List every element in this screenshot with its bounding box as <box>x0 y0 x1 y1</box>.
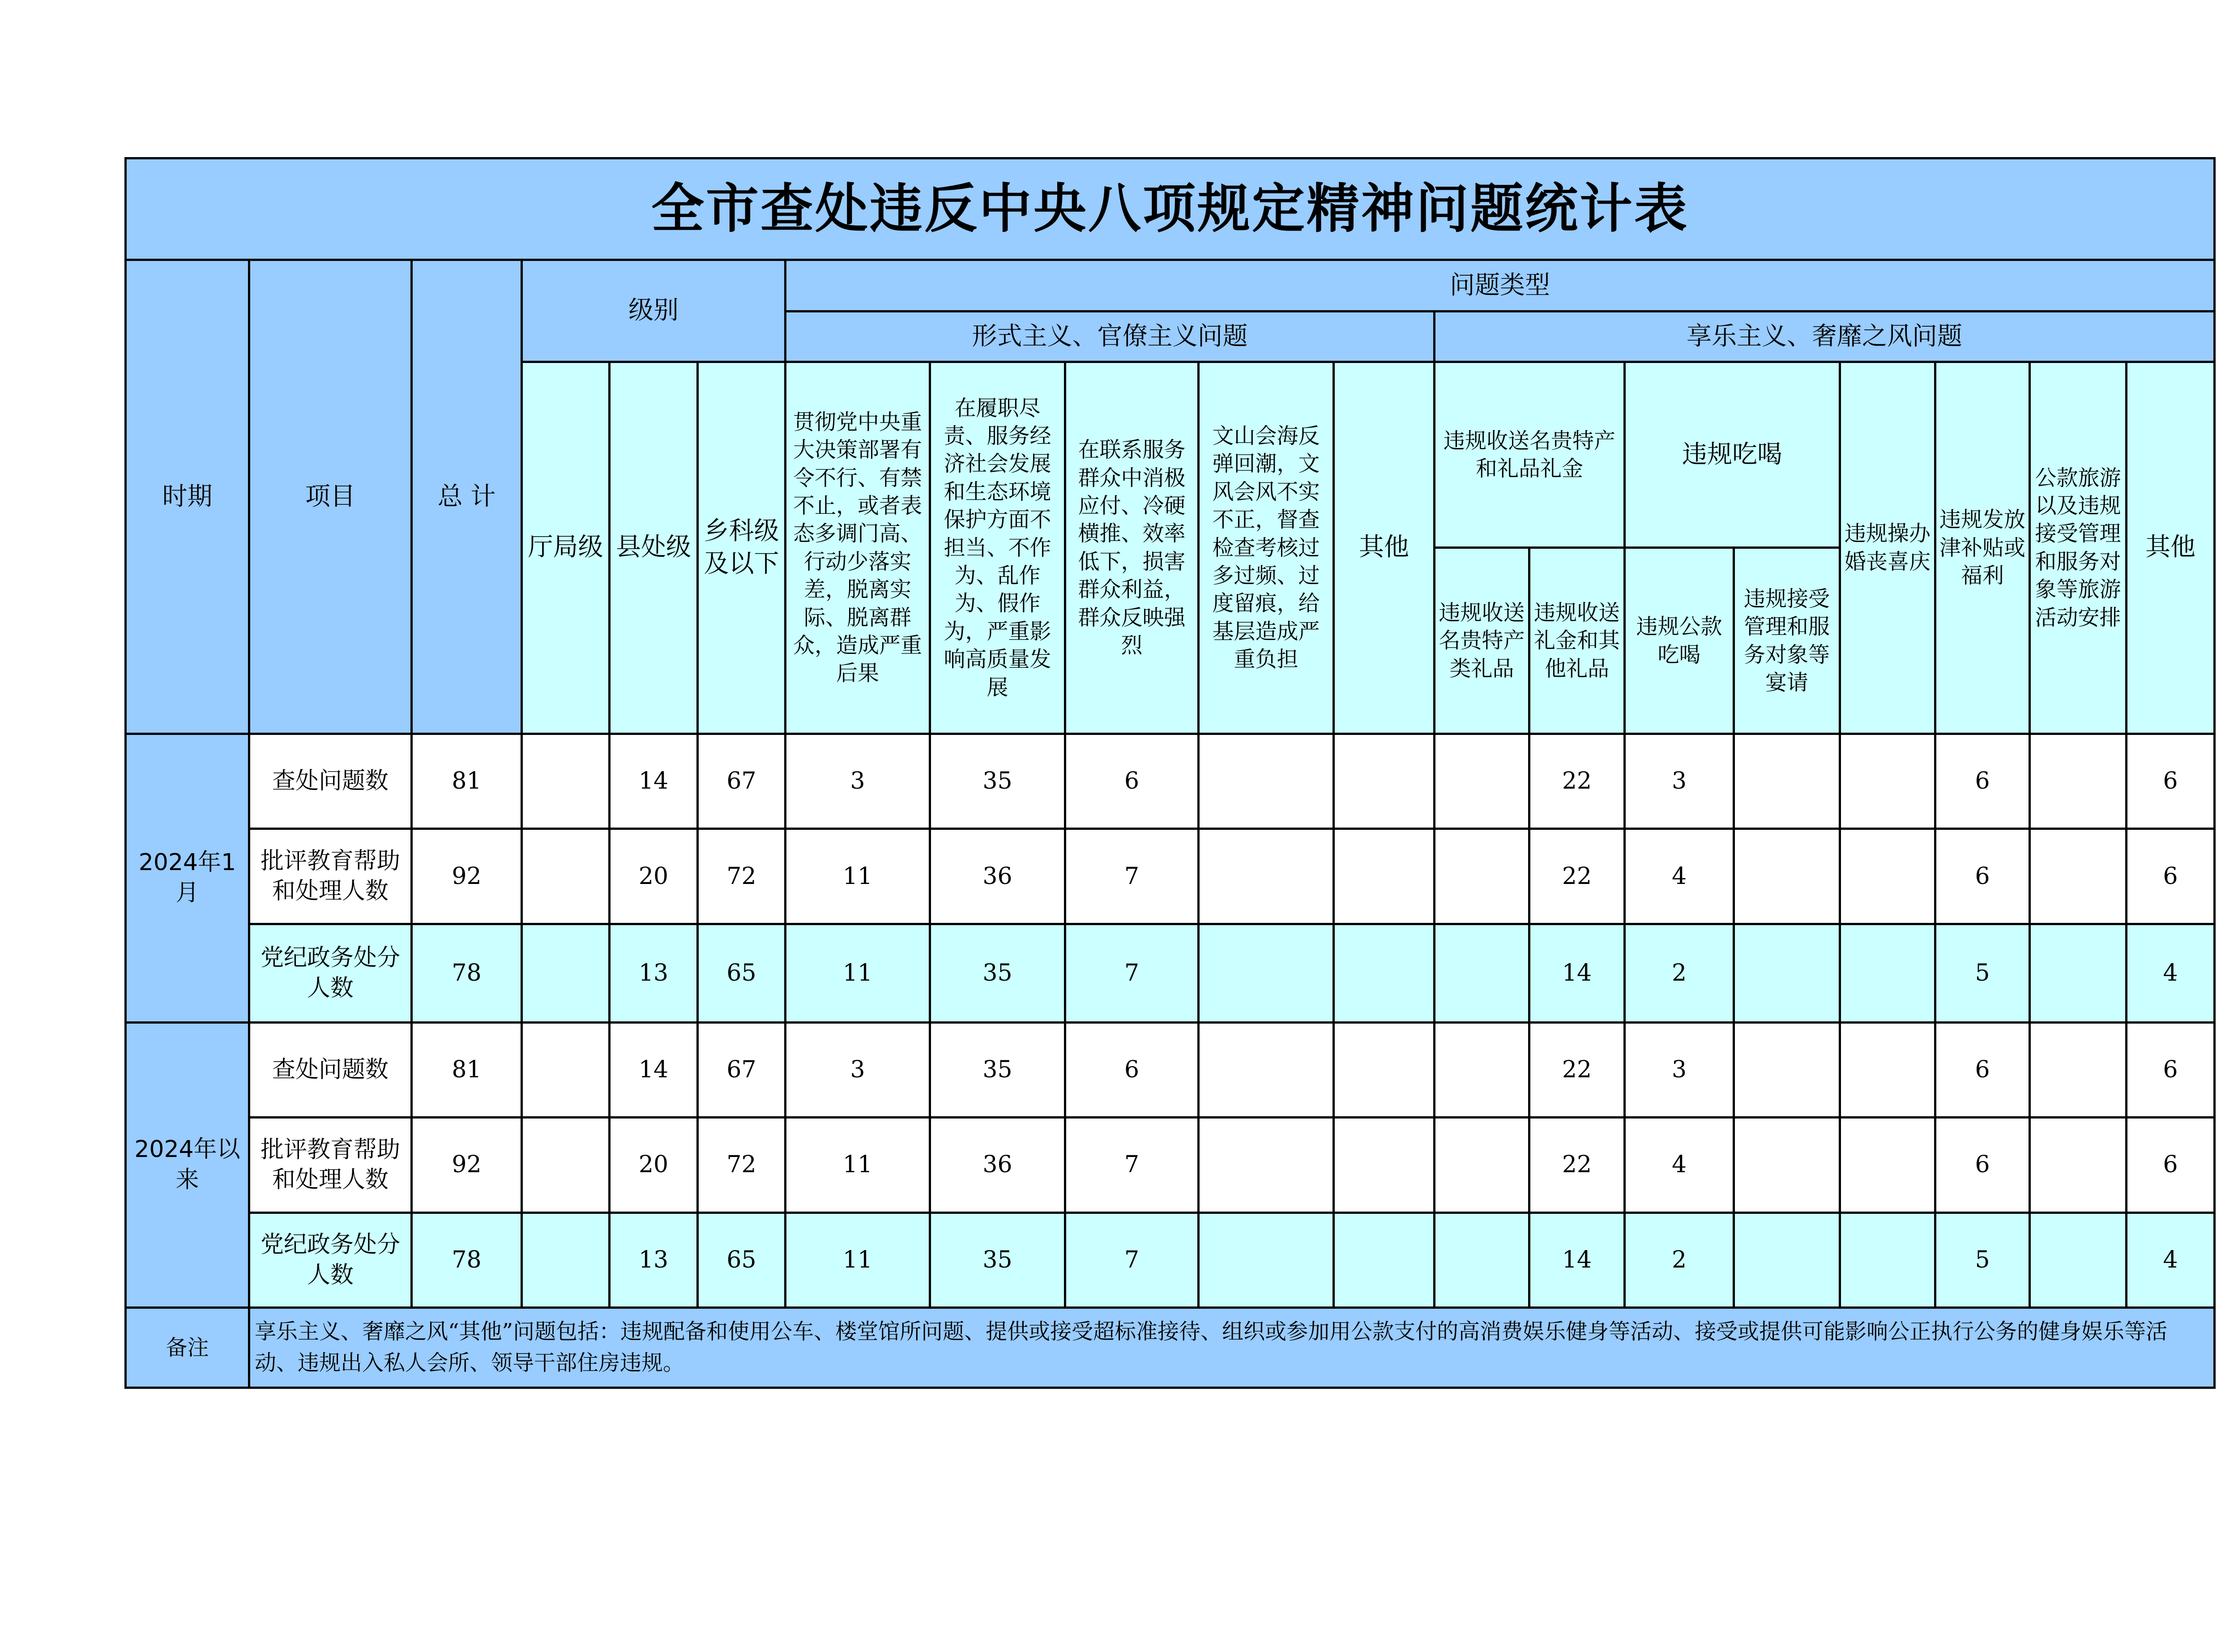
value-cell: 92 <box>412 1118 522 1213</box>
value-cell: 14 <box>610 734 698 828</box>
table-row <box>126 924 2215 1022</box>
header-item: 项目 <box>249 260 412 734</box>
value-cell: 6 <box>1065 1022 1199 1117</box>
value-cell <box>1334 1118 1435 1213</box>
header-formalism: 形式主义、官僚主义问题 <box>786 312 1435 362</box>
value-cell <box>2030 1118 2127 1213</box>
header-level: 级别 <box>522 260 786 362</box>
header-gift: 违规收送名贵特产和礼品礼金 <box>1435 362 1625 548</box>
value-cell: 72 <box>698 829 786 924</box>
value-cell: 35 <box>930 1022 1065 1117</box>
value-cell: 81 <box>412 1022 522 1117</box>
value-cell: 3 <box>786 734 930 828</box>
header-row-1 <box>126 260 2215 312</box>
header-level-xiang: 乡科级及以下 <box>698 362 786 734</box>
value-cell: 78 <box>412 924 522 1022</box>
value-cell <box>1840 1213 1935 1307</box>
statistics-table <box>124 157 2216 1389</box>
value-cell: 13 <box>610 1213 698 1307</box>
period-label: 2024年1月 <box>126 734 249 1022</box>
header-problem-type: 问题类型 <box>786 260 2215 312</box>
value-cell: 67 <box>698 734 786 828</box>
value-cell <box>1435 734 1529 828</box>
header-eat-banquet: 违规接受管理和服务对象等宴请 <box>1734 548 1840 734</box>
value-cell <box>1734 1213 1840 1307</box>
header-hedonism: 享乐主义、奢靡之风问题 <box>1435 312 2215 362</box>
value-cell: 7 <box>1065 829 1199 924</box>
header-period: 时期 <box>126 260 249 734</box>
header-wedding: 违规操办婚丧喜庆 <box>1840 362 1935 734</box>
header-gift-specialty: 违规收送名贵特产类礼品 <box>1435 548 1529 734</box>
value-cell: 3 <box>786 1022 930 1117</box>
value-cell: 5 <box>1935 1213 2030 1307</box>
header-formalism-other: 其他 <box>1334 362 1435 734</box>
row-label: 查处问题数 <box>249 734 412 828</box>
value-cell: 22 <box>1529 1022 1625 1117</box>
header-formalism-3: 在联系服务群众中消极应付、冷硬横推、效率低下，损害群众利益，群众反映强烈 <box>1065 362 1199 734</box>
row-label: 党纪政务处分人数 <box>249 1213 412 1307</box>
value-cell <box>1435 924 1529 1022</box>
value-cell <box>1334 1022 1435 1117</box>
value-cell: 20 <box>610 1118 698 1213</box>
table-data-body <box>126 734 2215 1307</box>
value-cell <box>2030 829 2127 924</box>
value-cell <box>1334 924 1435 1022</box>
table-row <box>126 734 2215 828</box>
value-cell: 22 <box>1529 734 1625 828</box>
value-cell <box>1840 924 1935 1022</box>
value-cell: 6 <box>2127 829 2215 924</box>
value-cell: 35 <box>930 1213 1065 1307</box>
value-cell: 11 <box>786 1213 930 1307</box>
value-cell: 7 <box>1065 924 1199 1022</box>
value-cell: 6 <box>2127 1022 2215 1117</box>
header-allowance: 违规发放津补贴或福利 <box>1935 362 2030 734</box>
value-cell <box>2030 1213 2127 1307</box>
value-cell <box>1334 1213 1435 1307</box>
value-cell <box>1199 1022 1334 1117</box>
value-cell: 6 <box>1065 734 1199 828</box>
header-formalism-1: 贯彻党中央重大决策部署有令不行、有禁不止，或者表态多调门高、行动少落实差，脱离实际、脱离群众，造成严重后果 <box>786 362 930 734</box>
value-cell: 22 <box>1529 1118 1625 1213</box>
title-row <box>126 158 2215 260</box>
value-cell <box>522 829 610 924</box>
value-cell <box>522 1213 610 1307</box>
value-cell: 6 <box>1935 829 2030 924</box>
value-cell <box>1435 1022 1529 1117</box>
note-row <box>126 1307 2215 1387</box>
value-cell: 35 <box>930 734 1065 828</box>
value-cell: 35 <box>930 924 1065 1022</box>
value-cell <box>1334 734 1435 828</box>
value-cell: 4 <box>2127 924 2215 1022</box>
value-cell <box>522 1022 610 1117</box>
row-label: 批评教育帮助和处理人数 <box>249 1118 412 1213</box>
value-cell: 22 <box>1529 829 1625 924</box>
row-label: 查处问题数 <box>249 1022 412 1117</box>
value-cell <box>1734 1118 1840 1213</box>
value-cell <box>1734 829 1840 924</box>
value-cell <box>1734 924 1840 1022</box>
value-cell: 6 <box>2127 734 2215 828</box>
header-eat: 违规吃喝 <box>1625 362 1840 548</box>
value-cell: 78 <box>412 1213 522 1307</box>
table-row <box>126 1022 2215 1117</box>
note-label: 备注 <box>126 1307 249 1387</box>
header-level-xian: 县处级 <box>610 362 698 734</box>
value-cell <box>2030 924 2127 1022</box>
value-cell: 36 <box>930 829 1065 924</box>
table-row <box>126 1213 2215 1307</box>
value-cell: 92 <box>412 829 522 924</box>
value-cell <box>1334 829 1435 924</box>
value-cell: 14 <box>610 1022 698 1117</box>
value-cell <box>1435 1118 1529 1213</box>
value-cell <box>1840 1118 1935 1213</box>
header-travel: 公款旅游以及违规接受管理和服务对象等旅游活动安排 <box>2030 362 2127 734</box>
period-label: 2024年以来 <box>126 1022 249 1307</box>
value-cell: 2 <box>1625 924 1734 1022</box>
header-formalism-4: 文山会海反弹回潮，文风会风不实不正，督查检查考核过多过频、过度留痕，给基层造成严重负担 <box>1199 362 1334 734</box>
value-cell: 6 <box>1935 1118 2030 1213</box>
value-cell: 81 <box>412 734 522 828</box>
value-cell <box>1840 1022 1935 1117</box>
value-cell <box>522 734 610 828</box>
row-label: 党纪政务处分人数 <box>249 924 412 1022</box>
value-cell <box>1199 734 1334 828</box>
value-cell: 65 <box>698 924 786 1022</box>
value-cell <box>1435 1213 1529 1307</box>
value-cell: 6 <box>2127 1118 2215 1213</box>
value-cell <box>1734 1022 1840 1117</box>
value-cell: 67 <box>698 1022 786 1117</box>
value-cell: 4 <box>1625 829 1734 924</box>
value-cell: 14 <box>1529 924 1625 1022</box>
value-cell <box>1199 1118 1334 1213</box>
value-cell <box>1435 829 1529 924</box>
value-cell: 4 <box>2127 1213 2215 1307</box>
header-hedonism-other: 其他 <box>2127 362 2215 734</box>
value-cell: 72 <box>698 1118 786 1213</box>
table-row <box>126 1118 2215 1213</box>
value-cell: 11 <box>786 1118 930 1213</box>
value-cell <box>1199 829 1334 924</box>
header-gift-money: 违规收送礼金和其他礼品 <box>1529 548 1625 734</box>
value-cell <box>522 1118 610 1213</box>
value-cell: 20 <box>610 829 698 924</box>
row-label: 批评教育帮助和处理人数 <box>249 829 412 924</box>
value-cell: 7 <box>1065 1118 1199 1213</box>
header-level-ting: 厅局级 <box>522 362 610 734</box>
value-cell <box>2030 734 2127 828</box>
table-title: 全市查处违反中央八项规定精神问题统计表 <box>126 158 2215 260</box>
note-text: 享乐主义、奢靡之风“其他”问题包括：违规配备和使用公车、楼堂馆所问题、提供或接受超标准接待、组织或参加用公款支付的高消费娱乐健身等活动、接受或提供可能影响公正执行公务的健身娱乐等活动、违规出入私人会所、领导干部住房违规。 <box>249 1307 2215 1387</box>
value-cell <box>1199 924 1334 1022</box>
value-cell: 6 <box>1935 1022 2030 1117</box>
value-cell <box>1199 1213 1334 1307</box>
header-total: 总 计 <box>412 260 522 734</box>
value-cell <box>1840 734 1935 828</box>
value-cell: 65 <box>698 1213 786 1307</box>
value-cell: 3 <box>1625 734 1734 828</box>
header-formalism-2: 在履职尽责、服务经济社会发展和生态环境保护方面不担当、不作为、乱作为、假作为，严重影响高质量发展 <box>930 362 1065 734</box>
value-cell: 14 <box>1529 1213 1625 1307</box>
value-cell: 5 <box>1935 924 2030 1022</box>
header-eat-public: 违规公款吃喝 <box>1625 548 1734 734</box>
value-cell: 6 <box>1935 734 2030 828</box>
value-cell: 7 <box>1065 1213 1199 1307</box>
value-cell <box>1734 734 1840 828</box>
value-cell: 36 <box>930 1118 1065 1213</box>
value-cell: 3 <box>1625 1022 1734 1117</box>
value-cell: 4 <box>1625 1118 1734 1213</box>
value-cell <box>1840 829 1935 924</box>
value-cell: 11 <box>786 924 930 1022</box>
value-cell <box>2030 1022 2127 1117</box>
value-cell: 13 <box>610 924 698 1022</box>
table-row <box>126 829 2215 924</box>
value-cell: 11 <box>786 829 930 924</box>
value-cell <box>522 924 610 1022</box>
value-cell: 2 <box>1625 1213 1734 1307</box>
